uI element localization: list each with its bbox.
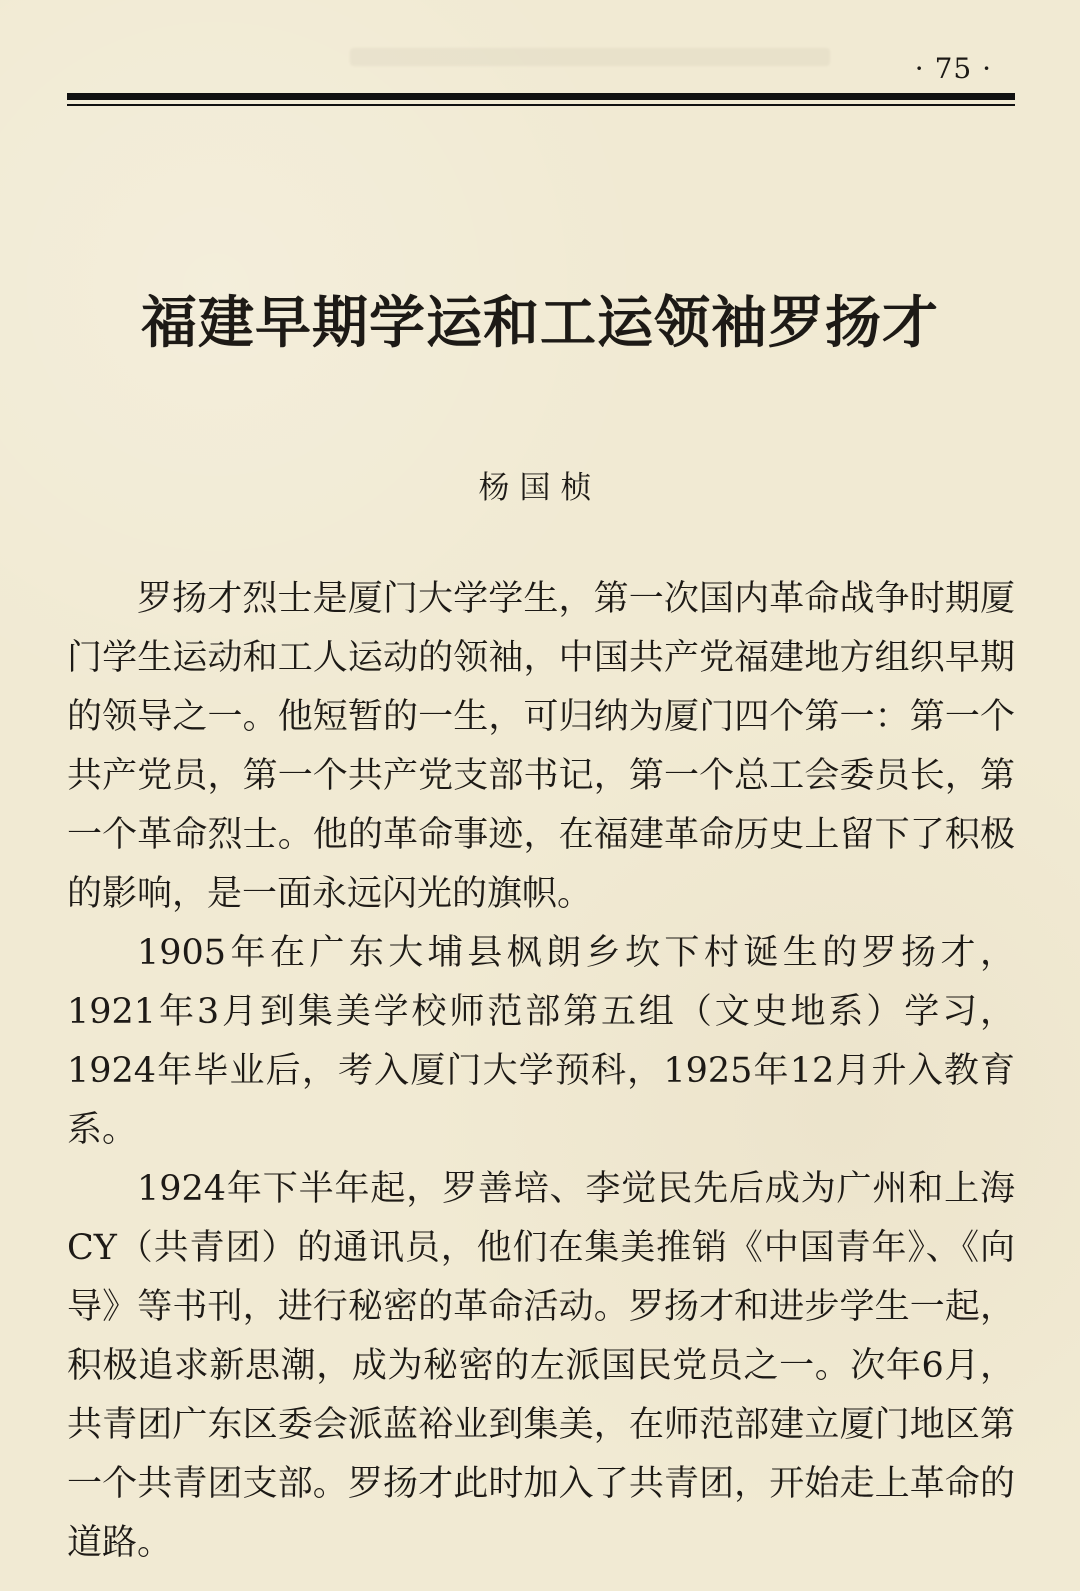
- body-paragraph-2: 1905年在广东大埔县枫朗乡坎下村诞生的罗扬才，1921年3月到集美学校师范部第五组（文史地系）学习，1924年毕业后，考入厦门大学预科，1925年12月升入教育系。: [67, 933, 1015, 1150]
- faint-show-through-text: [350, 48, 830, 66]
- page-number: · 75 ·: [914, 52, 992, 85]
- body-paragraph-1: 罗扬才烈士是厦门大学学生，第一次国内革命战争时期厦门学生运动和工人运动的领袖，中国共产党福建地方组织早期的领导之一。他短暂的一生，可归纳为厦门四个第一：第一个共产党员，第一个共产党支部书记，第一个总工会委员长，第一个革命烈士。他的革命事迹，在福建革命历史上留下了积极的影响，是一面永远闪光的旗帜。: [67, 579, 1015, 914]
- header-rule-thick: [67, 93, 1015, 100]
- article-author: 杨国桢: [478, 470, 602, 506]
- article-title: 福建早期学运和工运领袖罗扬才: [141, 290, 939, 356]
- body-paragraph-3: 1924年下半年起，罗善培、李觉民先后成为广州和上海CY（共青团）的通讯员，他们在集美推销《中国青年》、《向导》等书刊，进行秘密的革命活动。罗扬才和进步学生一起，积极追求新思潮，成为秘密的左派国民党员之一。次年6月，共青团广东区委会派蓝裕业到集美，在师范部建立厦门地区第一个共青团支部。罗扬才此时加入了共青团，开始走上革命的道路。: [67, 1169, 1015, 1563]
- header-rule-thin: [67, 104, 1015, 106]
- article-body: [67, 570, 1015, 1573]
